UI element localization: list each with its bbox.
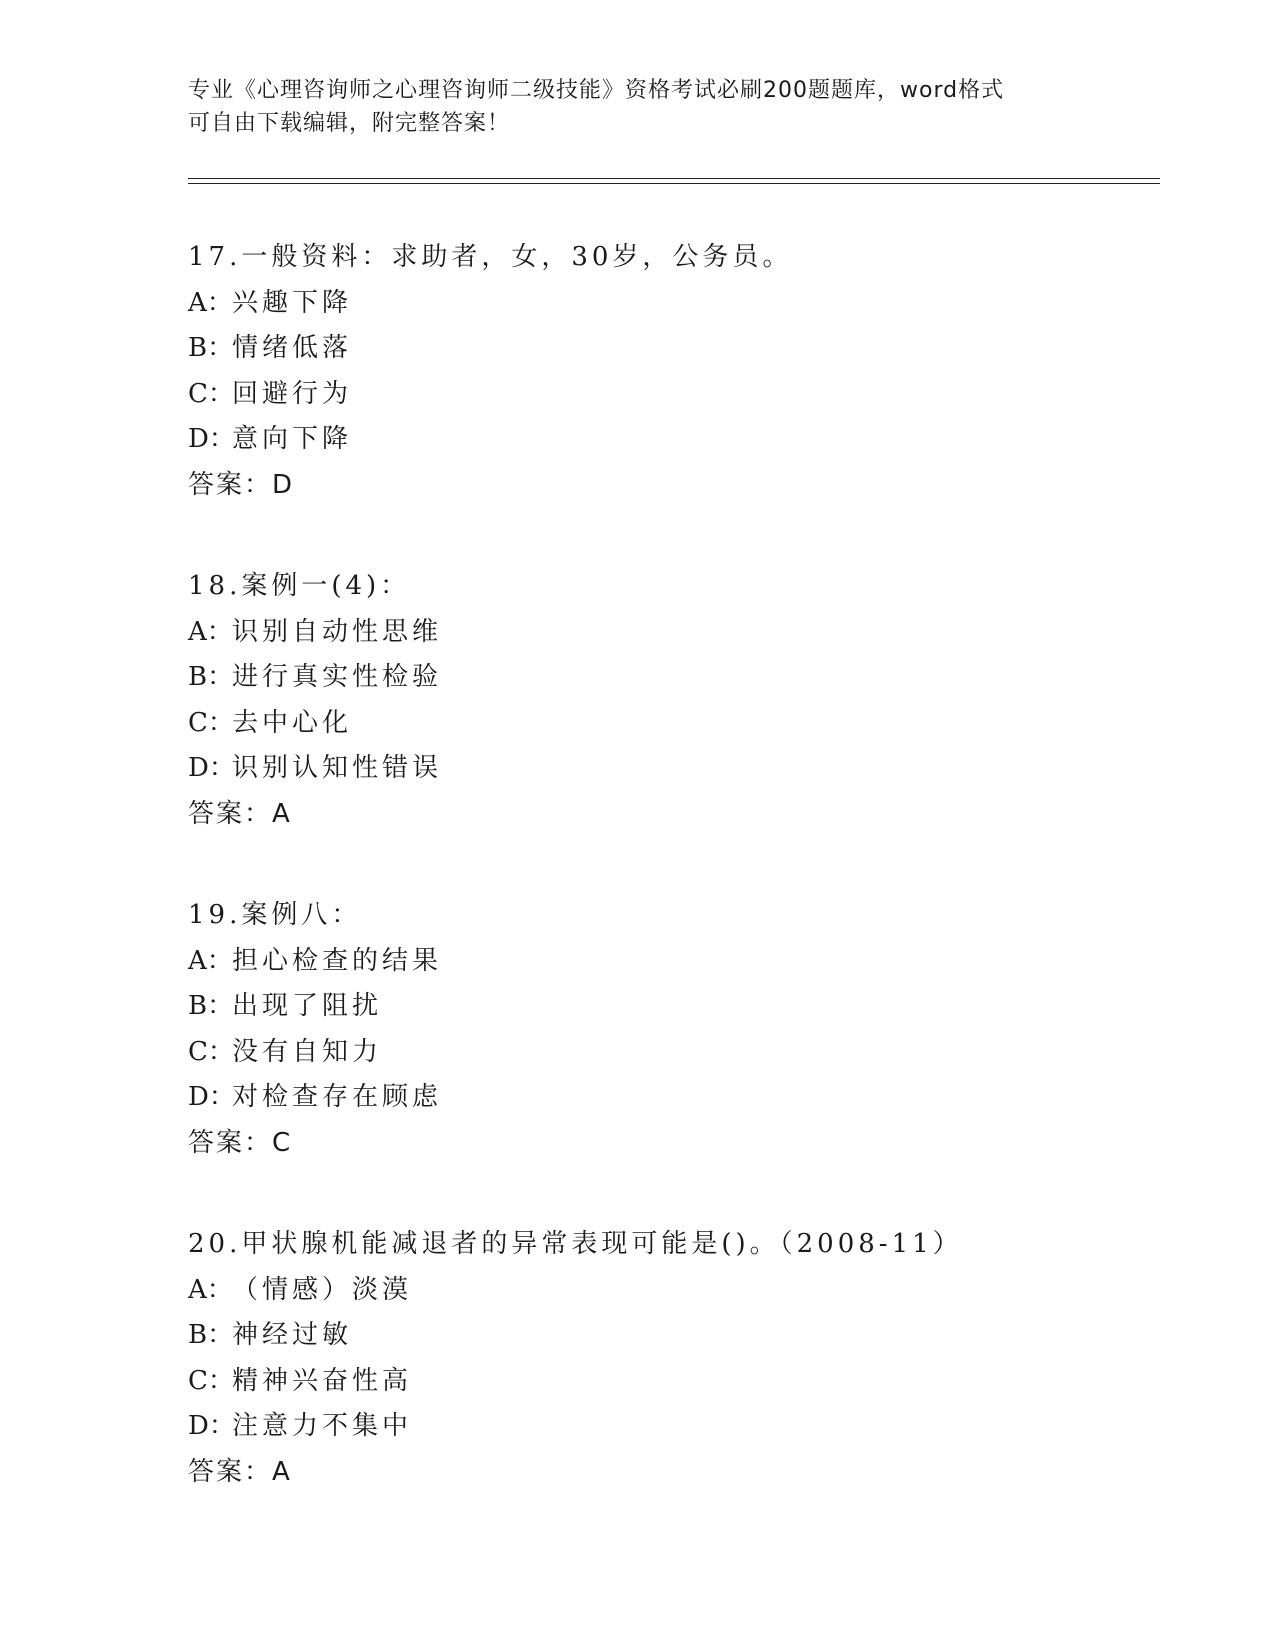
option-key: D： xyxy=(188,424,235,454)
option-text: 出现了阻扰 xyxy=(232,991,383,1021)
answer-line: 答案：D xyxy=(188,469,295,500)
question-19 xyxy=(188,893,1138,1166)
question-18 xyxy=(188,564,1138,837)
option-b xyxy=(188,655,1138,701)
option-d xyxy=(188,1075,1138,1121)
header-divider-bottom xyxy=(188,183,1160,184)
header-line-2: 可自由下载编辑，附完整答案！ xyxy=(188,111,511,136)
header-divider-top xyxy=(188,178,1160,179)
answer-line: 答案：A xyxy=(188,798,292,829)
option-c xyxy=(188,701,1138,747)
option-b xyxy=(188,326,1138,372)
option-c xyxy=(188,1030,1138,1076)
document-header xyxy=(188,74,1088,140)
answer-line: 答案：C xyxy=(188,1127,293,1158)
option-key: A： xyxy=(188,287,233,318)
option-key: C： xyxy=(188,1036,234,1067)
question-stem: 17.一般资料：求助者，女，30岁，公务员。 xyxy=(188,242,793,272)
option-key: B： xyxy=(188,333,234,363)
option-text: 意向下降 xyxy=(232,424,353,454)
option-text: 神经过敏 xyxy=(232,1320,353,1350)
option-d xyxy=(188,746,1138,792)
option-a xyxy=(188,939,1138,985)
option-text: 兴趣下降 xyxy=(232,287,353,318)
option-text: 识别认知性错误 xyxy=(232,753,443,783)
option-key: C： xyxy=(188,707,234,738)
option-key: A： xyxy=(188,1274,233,1305)
question-stem: 18.案例一(4)： xyxy=(188,571,411,601)
header-line-1: 专业《心理咨询师之心理咨询师二级技能》资格考试必刷200题题库，word格式 xyxy=(188,78,1005,103)
option-c xyxy=(188,1359,1138,1405)
option-text: 进行真实性检验 xyxy=(232,662,443,692)
option-key: D： xyxy=(188,753,235,783)
option-text: 精神兴奋性高 xyxy=(232,1365,413,1396)
option-text: 注意力不集中 xyxy=(232,1411,413,1441)
option-key: B： xyxy=(188,662,234,692)
option-key: D： xyxy=(188,1411,235,1441)
answer-line: 答案：A xyxy=(188,1456,292,1487)
option-key: A： xyxy=(188,945,233,976)
option-c xyxy=(188,372,1138,418)
option-text: 担心检查的结果 xyxy=(232,945,443,976)
option-a xyxy=(188,610,1138,656)
option-key: D： xyxy=(188,1082,235,1112)
option-a xyxy=(188,281,1138,327)
option-key: B： xyxy=(188,1320,234,1350)
option-d xyxy=(188,417,1138,463)
option-b xyxy=(188,1313,1138,1359)
option-key: C： xyxy=(188,1365,234,1396)
option-text: 回避行为 xyxy=(232,378,353,409)
question-stem: 20.甲状腺机能减退者的异常表现可能是()。（2008-11） xyxy=(188,1229,963,1259)
option-text: 识别自动性思维 xyxy=(232,616,443,647)
option-b xyxy=(188,984,1138,1030)
option-a xyxy=(188,1268,1138,1314)
question-list xyxy=(188,235,1138,1551)
option-text: 情绪低落 xyxy=(232,333,353,363)
option-key: C： xyxy=(188,378,234,409)
question-20 xyxy=(188,1222,1138,1495)
question-stem: 19.案例八： xyxy=(188,900,362,930)
option-key: A： xyxy=(188,616,233,647)
option-key: B： xyxy=(188,991,234,1021)
question-17 xyxy=(188,235,1138,508)
option-text: 去中心化 xyxy=(232,707,353,738)
option-text: 对检查存在顾虑 xyxy=(232,1082,443,1112)
option-text: （情感）淡漠 xyxy=(232,1274,413,1305)
option-text: 没有自知力 xyxy=(232,1036,383,1067)
option-d xyxy=(188,1404,1138,1450)
